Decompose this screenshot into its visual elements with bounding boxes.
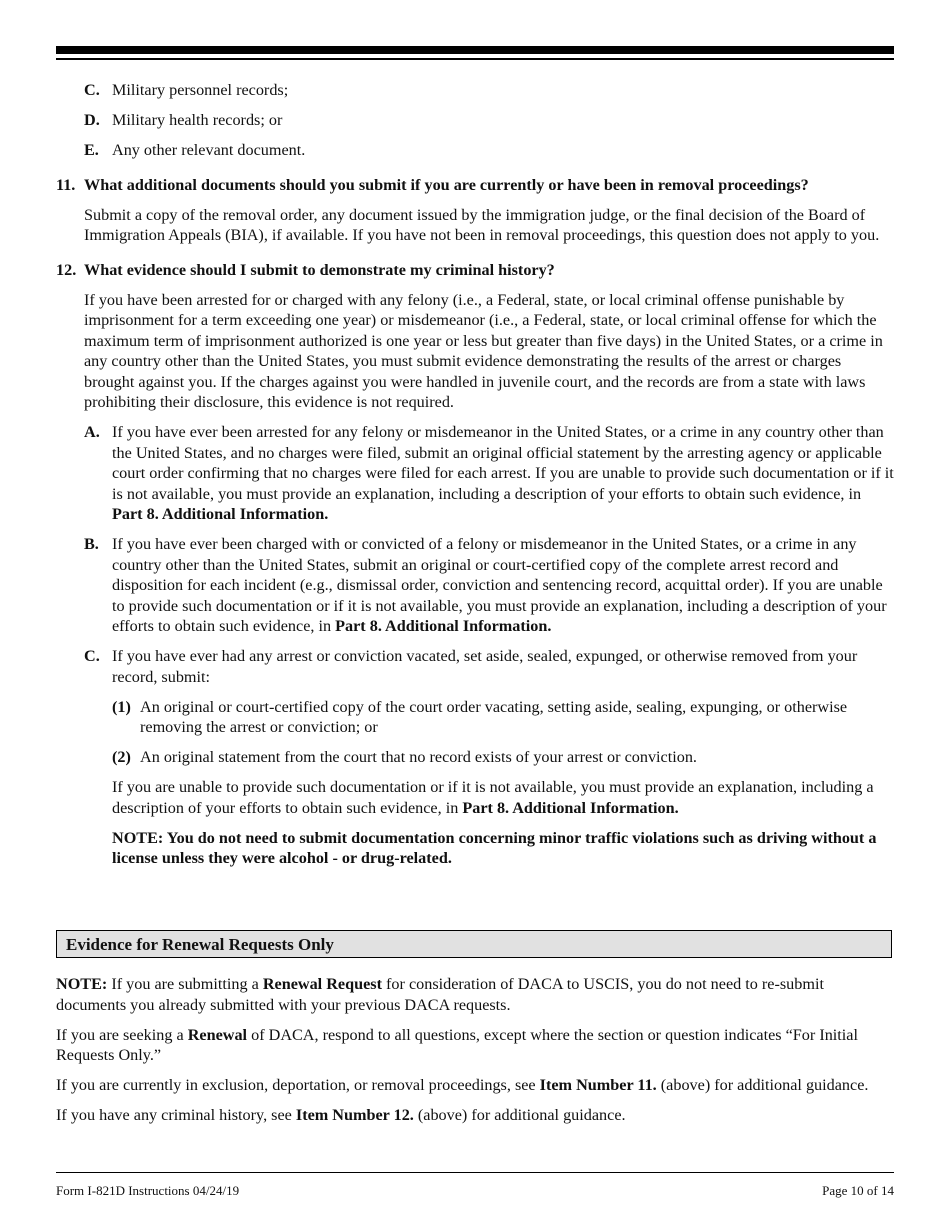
item-bold-reference: Part 8. Additional Information. bbox=[112, 505, 329, 523]
item-label: (2) bbox=[112, 748, 131, 766]
text-span: of DACA, respond to all questions, except where the section or question indicates “For Initial Requests Only.” bbox=[56, 1025, 858, 1064]
list-item-text: Military personnel records; bbox=[112, 81, 289, 99]
footer-form-id: Form I-821D Instructions 04/24/19 bbox=[56, 1183, 240, 1198]
item-label: A. bbox=[84, 423, 100, 441]
main-content bbox=[56, 80, 894, 878]
question-text: What additional documents should you submit if you are currently or have been in removal proceedings? bbox=[84, 175, 809, 194]
question-11-heading bbox=[56, 175, 894, 196]
q12-item-b bbox=[56, 534, 894, 637]
bold-term: Item Number 11. bbox=[539, 1076, 657, 1094]
text-span: (above) for additional guidance. bbox=[656, 1076, 869, 1094]
q12-item-a bbox=[56, 422, 894, 525]
list-item-label: E. bbox=[84, 141, 99, 159]
item-bold-reference: Part 8. Additional Information. bbox=[335, 617, 552, 635]
question-12-heading bbox=[56, 260, 894, 281]
follow-text: If you are unable to provide such documentation or if it is not available, you must provide an explanation, including a description of your efforts to obtain such evidence, in bbox=[112, 778, 874, 817]
renewal-paragraph-3 bbox=[56, 1075, 894, 1096]
note-label: NOTE: bbox=[56, 975, 108, 993]
list-item-text: Any other relevant document. bbox=[112, 141, 306, 159]
bold-term: Renewal Request bbox=[262, 975, 382, 993]
renewal-paragraph-1 bbox=[56, 974, 894, 1015]
q12-item-c bbox=[56, 646, 894, 687]
text-span: If you are currently in exclusion, deportation, or removal proceedings, see bbox=[56, 1076, 540, 1094]
item-text: If you have ever been charged with or convicted of a felony or misdemeanor in the United States, or a crime in any country other than the United States, submit an original or court-certified copy of the complete arrest record and disposition for each incident (e.g., dismissal order, conviction and sentencing record, acquittal order). If you are unable to provide such documentation or if it is not available, you must provide an explanation, including a description of your efforts to obtain such evidence, in bbox=[112, 535, 887, 635]
text-span: If you have any criminal history, see bbox=[56, 1106, 296, 1124]
follow-bold-reference: Part 8. Additional Information. bbox=[462, 798, 679, 817]
item-text: If you have ever been arrested for any felony or misdemeanor in the United States, or a crime in any country other than the United States, and no charges were filed, submit an original official statement by the arresting agency or applicable court order confirming that no charges were filed for each arrest. If you are unable to provide such documentation or if it is not available, you must provide an explanation, including a description of your efforts to obtain such evidence, in bbox=[112, 423, 894, 503]
question-number: 12. bbox=[56, 260, 77, 279]
list-item-text: Military health records; or bbox=[112, 111, 283, 129]
renewal-section bbox=[56, 974, 894, 1135]
item-text: An original statement from the court that no record exists of your arrest or conviction. bbox=[140, 748, 697, 766]
bold-term: Item Number 12. bbox=[295, 1106, 414, 1124]
footer-rule bbox=[56, 1172, 894, 1173]
list-item bbox=[56, 80, 894, 101]
question-number: 11. bbox=[56, 175, 76, 194]
renewal-paragraph-2 bbox=[56, 1025, 894, 1066]
renewal-paragraph-4 bbox=[56, 1105, 894, 1126]
item-text: An original or court-certified copy of the court order vacating, setting aside, sealing, expunging, or otherwise removing the arrest or conviction; or bbox=[140, 697, 848, 736]
document-page bbox=[56, 0, 894, 1230]
footer-page-number: Page 10 of 14 bbox=[822, 1183, 894, 1198]
q12-note: NOTE: You do not need to submit documentation concerning minor traffic violations such as driving without a license unless they were alcohol - or drug-related. bbox=[112, 828, 877, 867]
q12-item-c2 bbox=[56, 747, 894, 768]
q12-item-c1 bbox=[56, 697, 894, 738]
question-11-answer: Submit a copy of the removal order, any document issued by the immigration judge, or the final decision of the Board of Immigration Appeals (BIA), if available. If you have not been in removal proceedings, this question does not apply to you. bbox=[84, 205, 880, 244]
question-12-intro: If you have been arrested for or charged with any felony (i.e., a Federal, state, or local criminal offense punishable by imprisonment for a term exceeding one year) or misdemeanor (i.e., a Federal, state, or local criminal offense for which the maximum term of imprisonment authorized is one year or less but greater than five days) in the United States, or a crime in any country other than the United States, you must submit evidence demonstrating the results of the arrest or charges brought against you. If the charges against you were handled in juvenile court, and the records are from a state with laws prohibiting their disclosure, this evidence is not required. bbox=[84, 290, 883, 411]
text-span: If you are seeking a bbox=[56, 1025, 188, 1044]
list-item-label: D. bbox=[84, 111, 100, 129]
item-label: B. bbox=[84, 535, 99, 553]
bold-term: Renewal bbox=[187, 1025, 248, 1044]
text-span: (above) for additional guidance. bbox=[413, 1106, 626, 1124]
item-text: If you have ever had any arrest or conviction vacated, set aside, sealed, expunged, or otherwise removed from your record, submit: bbox=[112, 647, 858, 686]
item-label: (1) bbox=[112, 697, 131, 716]
text-span: If you are submitting a bbox=[107, 975, 263, 993]
header-thick-rule bbox=[56, 46, 894, 54]
renewal-section-heading: Evidence for Renewal Requests Only bbox=[56, 930, 892, 958]
list-item bbox=[56, 110, 894, 131]
header-thin-rule bbox=[56, 58, 894, 60]
list-item-label: C. bbox=[84, 81, 100, 99]
q12-item-c-follow bbox=[56, 777, 894, 818]
item-label: C. bbox=[84, 647, 100, 665]
question-text: What evidence should I submit to demonstrate my criminal history? bbox=[84, 260, 555, 279]
list-item bbox=[56, 140, 894, 161]
text-span: for consideration of DACA to USCIS, you do not need to re-submit documents you already submitted with your previous DACA requests. bbox=[56, 975, 824, 1014]
